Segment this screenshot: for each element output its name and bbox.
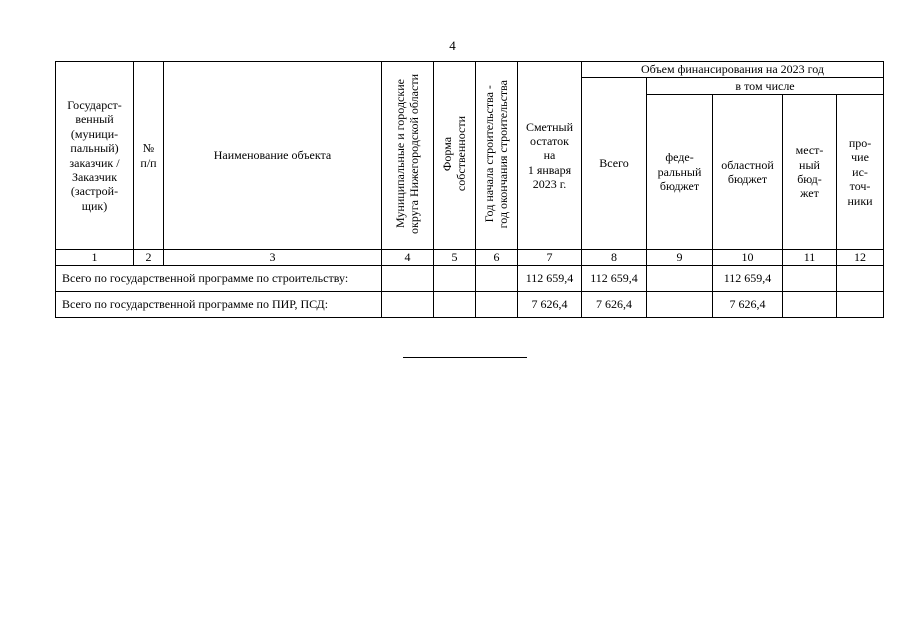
column-number: 10 [713, 250, 783, 266]
header-including: в том числе [647, 78, 884, 95]
cell-federal [647, 266, 713, 292]
header-local: мест- ный бюд- жет [783, 95, 837, 250]
cell-total: 7 626,4 [582, 292, 647, 318]
header-regional: областной бюджет [713, 95, 783, 250]
header-years: Год начала строительства - год окончания строительства [476, 62, 518, 250]
cell-estimate-balance: 112 659,4 [518, 266, 582, 292]
header-ownership: Форма собственности [434, 62, 476, 250]
column-number: 8 [582, 250, 647, 266]
column-number: 6 [476, 250, 518, 266]
cell-total: 112 659,4 [582, 266, 647, 292]
cell-municipality [382, 266, 434, 292]
table-row [56, 266, 884, 292]
column-number: 5 [434, 250, 476, 266]
header-municipality: Муниципальные и городские округа Нижегородской области [382, 62, 434, 250]
separator-line [403, 357, 527, 358]
column-number: 12 [837, 250, 884, 266]
cell-years [476, 266, 518, 292]
cell-local [783, 266, 837, 292]
header-federal: феде- ральный бюджет [647, 95, 713, 250]
column-number: 7 [518, 250, 582, 266]
row-label: Всего по государственной программе по строительству: [56, 266, 382, 292]
header-estimate-balance: Сметный остаток на 1 января 2023 г. [518, 62, 582, 250]
table-row [56, 292, 884, 318]
cell-other [837, 292, 884, 318]
cell-municipality [382, 292, 434, 318]
column-number: 11 [783, 250, 837, 266]
cell-regional: 7 626,4 [713, 292, 783, 318]
cell-other [837, 266, 884, 292]
cell-years [476, 292, 518, 318]
cell-regional: 112 659,4 [713, 266, 783, 292]
column-number: 3 [164, 250, 382, 266]
header-num: № п/п [134, 62, 164, 250]
header-other: про- чие ис- точ- ники [837, 95, 884, 250]
header-object-name: Наименование объекта [164, 62, 382, 250]
column-number: 9 [647, 250, 713, 266]
column-number: 2 [134, 250, 164, 266]
cell-ownership [434, 292, 476, 318]
header-financing-total: Объем финансирования на 2023 год [582, 62, 884, 78]
page-number: 4 [449, 38, 456, 53]
column-number-row [56, 250, 884, 266]
header-total: Всего [582, 78, 647, 250]
cell-estimate-balance: 7 626,4 [518, 292, 582, 318]
cell-ownership [434, 266, 476, 292]
column-number: 1 [56, 250, 134, 266]
financing-table [55, 61, 884, 318]
header-customer: Государст- венный (муници- пальный) заказчик / Заказчик (застрой- щик) [56, 62, 134, 250]
cell-federal [647, 292, 713, 318]
row-label: Всего по государственной программе по ПИР, ПСД: [56, 292, 382, 318]
cell-local [783, 292, 837, 318]
column-number: 4 [382, 250, 434, 266]
